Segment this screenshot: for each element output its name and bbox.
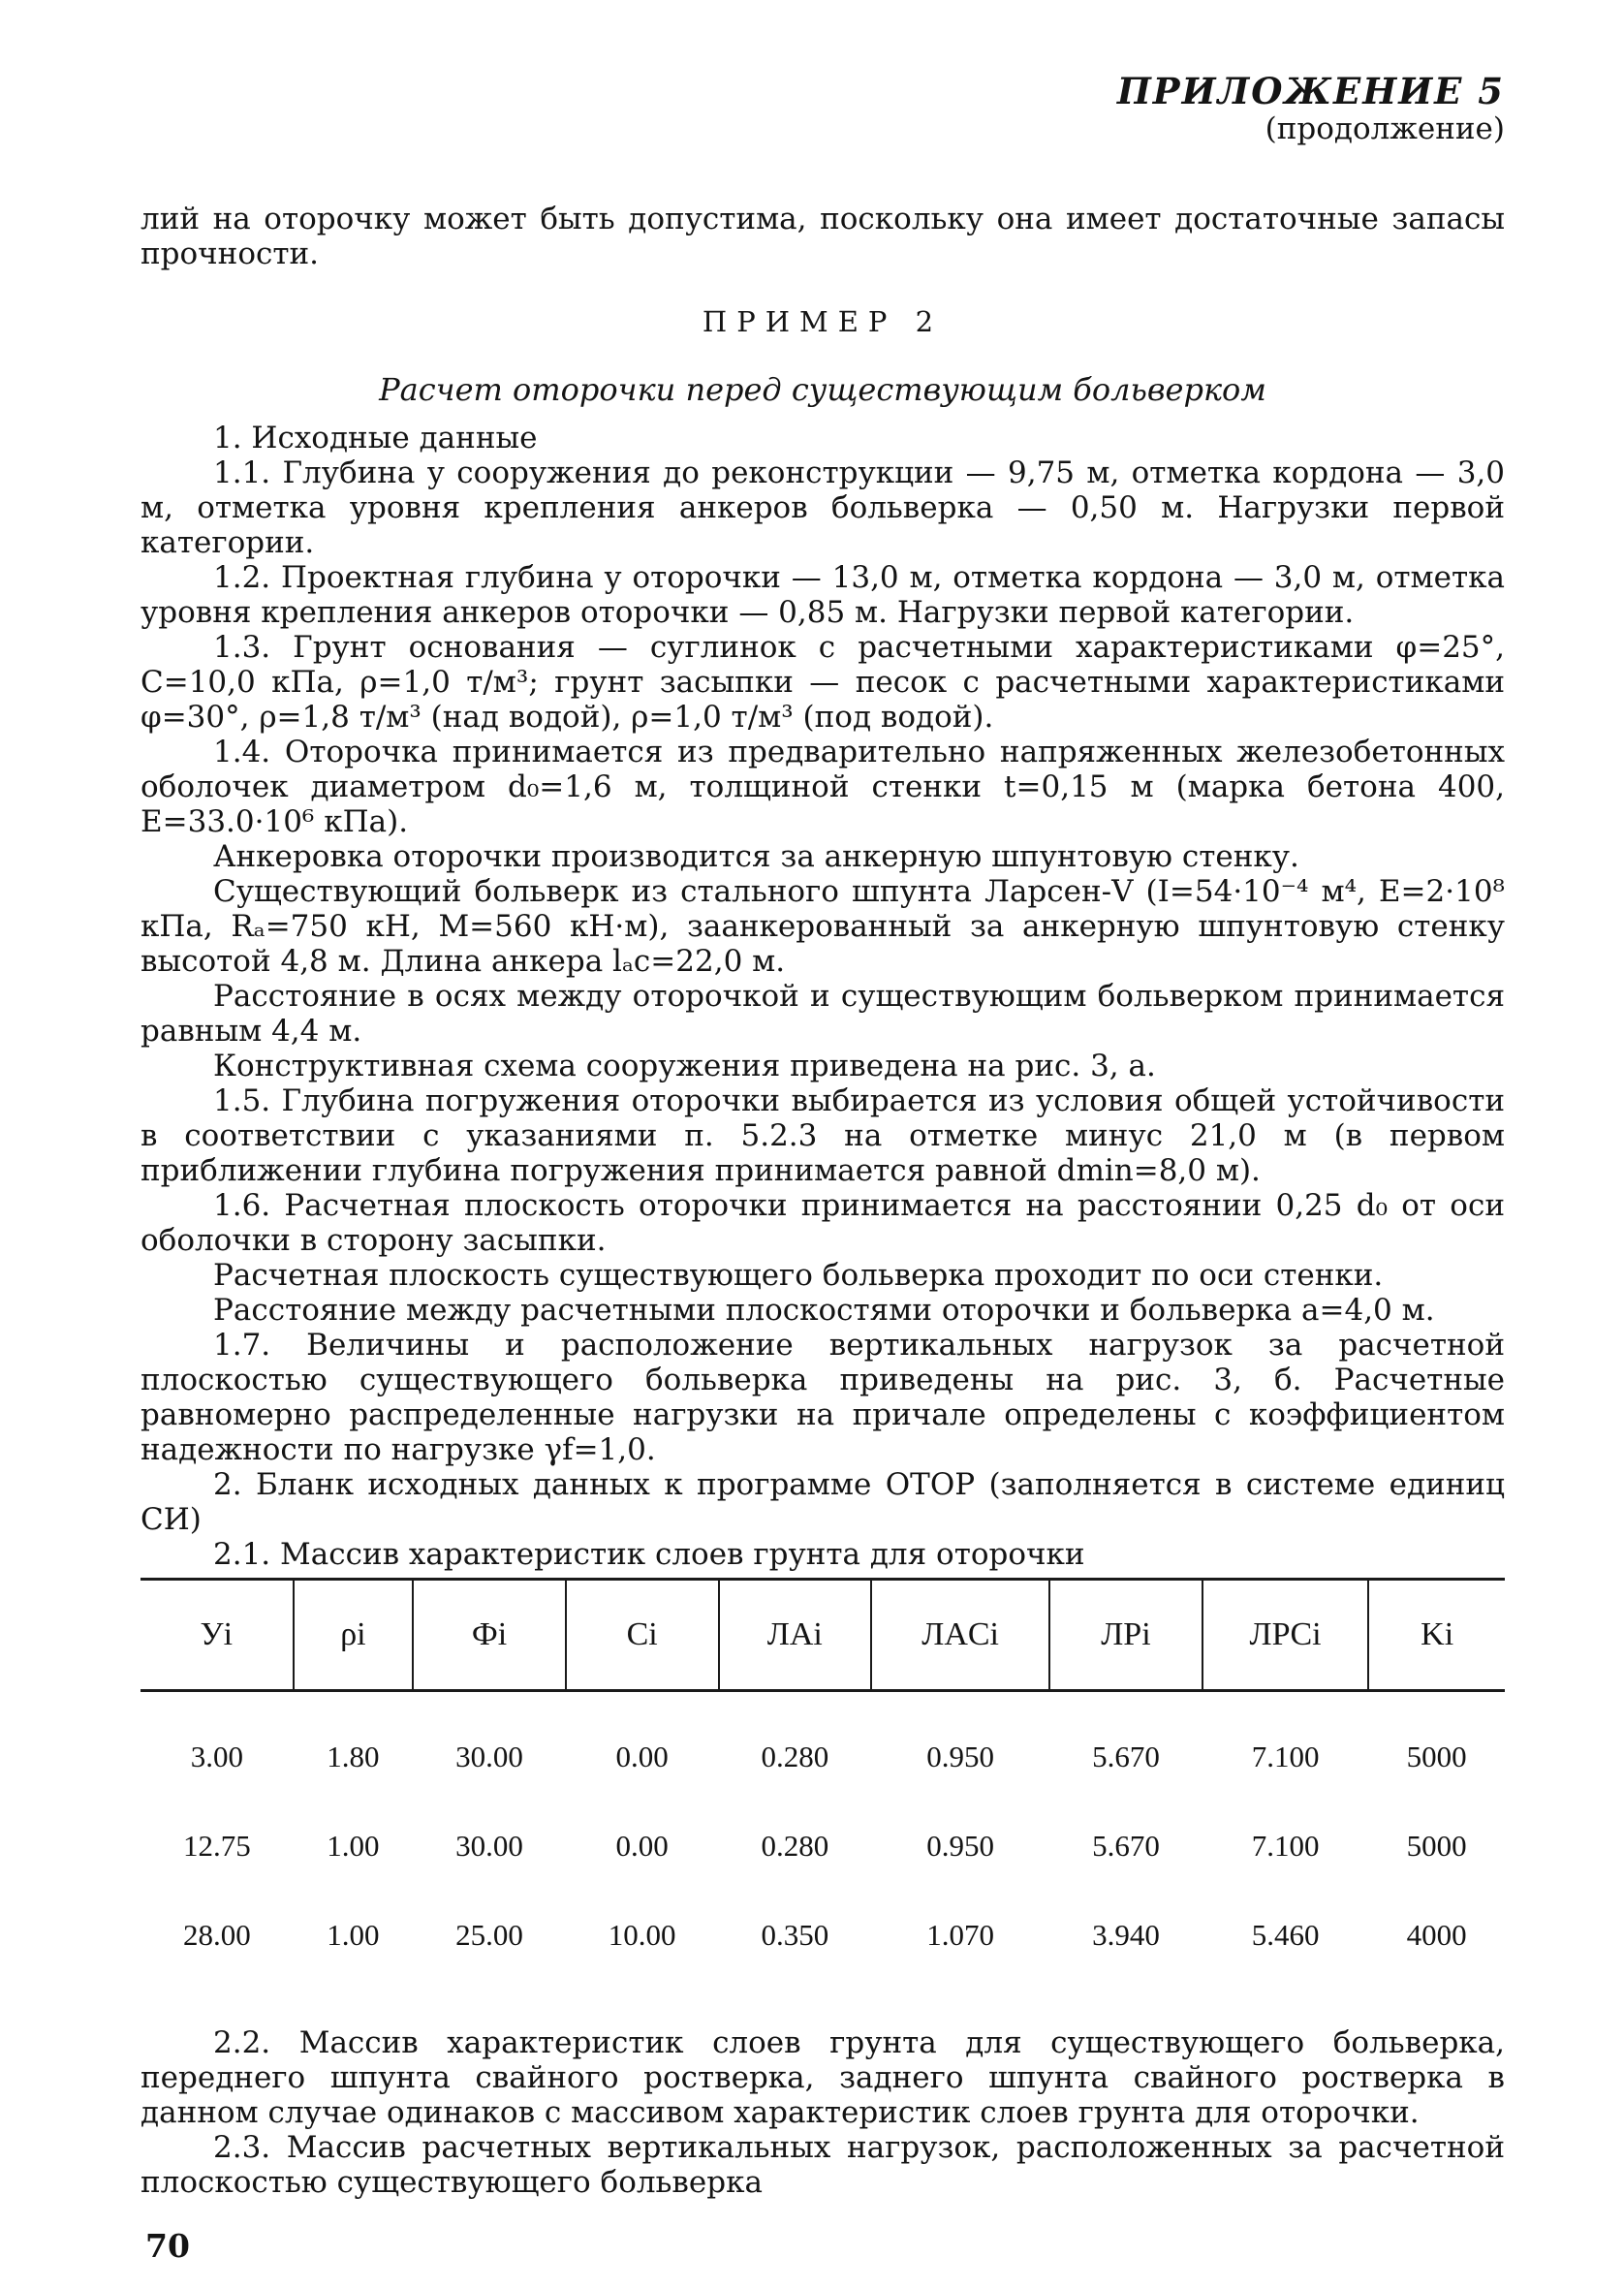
column-header: ЛPi (1049, 1580, 1202, 1691)
paragraph: Конструктивная схема сооружения приведена на рис. 3, а. (213, 1049, 1156, 1083)
column-header: ЛACi (871, 1580, 1049, 1691)
column-header: Фi (413, 1580, 566, 1691)
table-cell: 3.940 (1092, 1918, 1160, 1952)
paragraph: 2.1. Массив характеристик слоев грунта для оторочки (213, 1537, 1085, 1572)
table-cell: 1.00 (327, 1918, 380, 1952)
column-header: ρi (294, 1580, 414, 1691)
table-header-row (141, 1580, 1505, 1691)
soil-layers-table-wrap (141, 1578, 1505, 1980)
column-header: Ci (566, 1580, 719, 1691)
table-cell: 5000 (1406, 1829, 1467, 1863)
intro-paragraph: лий на оторочку может быть допустима, поскольку она имеет достаточные запасы прочности. (141, 202, 1505, 271)
paragraph: 2.2. Массив характеристик слоев грунта для существующего больверка, переднего шпунта свайного ростверка, заднего шпунта свайного ростверка в данном случае одинаков с массивом характеристик слоев грунта для оторочки. (141, 2025, 1505, 2130)
soil-layers-table (141, 1578, 1505, 1980)
after-table-text (141, 2025, 1505, 2200)
table-cell: 7.100 (1251, 1829, 1320, 1863)
table-cell: 0.280 (761, 1740, 829, 1773)
paragraph: 1.6. Расчетная плоскость оторочки принимается на расстоянии 0,25 d₀ от оси оболочки в сторону засыпки. (141, 1188, 1505, 1258)
column-header: Ki (1368, 1580, 1505, 1691)
table-cell: 5.670 (1092, 1740, 1160, 1773)
paragraph: Существующий больверк из стального шпунта Ларсен-V (I=54·10⁻⁴ м⁴, E=2·10⁸ кПа, Rₐ=750 кН, M=560 кН·м), заанкерованный за анкерную шпунтовую стенку высотой 4,8 м. Длина анкера lₐc=22,0 м. (141, 874, 1505, 979)
paragraph: Расстояние в осях между оторочкой и существующим больверком принимается равным 4,4 м. (141, 979, 1505, 1049)
paragraph: 1.4. Оторочка принимается из предварительно напряженных железобетонных оболочек диаметром d₀=1,6 м, толщиной стенки t=0,15 м (марка бетона 400, E=33.0·10⁶ кПа). (141, 735, 1505, 839)
appendix-continuation: (продолжение) (1265, 111, 1505, 146)
table-cell: 30.00 (455, 1829, 523, 1863)
table-cell: 7.100 (1251, 1740, 1320, 1773)
table-cell: 3.00 (190, 1740, 243, 1773)
column-header: ЛAi (719, 1580, 872, 1691)
table-cell: 0.00 (615, 1829, 669, 1863)
paragraph: 1.3. Грунт основания — суглинок с расчетными характеристиками φ=25°, C=10,0 кПа, ρ=1,0 т/м³; грунт засыпки — песок с расчетными характеристиками φ=30°, ρ=1,8 т/м³ (над водой), ρ=1,0 т/м³ (под водой). (141, 630, 1505, 735)
table-cell: 10.00 (608, 1918, 676, 1952)
table-cell: 5.460 (1251, 1918, 1320, 1952)
example-title: ПРИМЕР 2 (702, 305, 944, 338)
table-cell: 1.00 (327, 1829, 380, 1863)
paragraph: 1. Исходные данные (213, 421, 538, 455)
table-cell: 30.00 (455, 1740, 523, 1773)
table-cell: 28.00 (182, 1918, 251, 1952)
paragraph: 2. Бланк исходных данных к программе ОТОР (заполняется в системе единиц СИ) (141, 1467, 1505, 1537)
table-cell: 4000 (1406, 1918, 1467, 1952)
table-row (141, 1802, 1505, 1891)
table-row (141, 1691, 1505, 1803)
table-cell: 1.80 (327, 1740, 380, 1773)
column-header: ЛPCi (1202, 1580, 1369, 1691)
paragraph: 2.3. Массив расчетных вертикальных нагрузок, расположенных за расчетной плоскостью существующего больверка (141, 2130, 1505, 2200)
table-cell: 25.00 (455, 1918, 523, 1952)
table-row (141, 1891, 1505, 1980)
table-cell: 0.350 (761, 1918, 829, 1952)
table-cell: 0.280 (761, 1829, 829, 1863)
paragraph: 1.7. Величины и расположение вертикальных нагрузок за расчетной плоскостью существующего больверка приведены на рис. 3, б. Расчетные равномерно распределенные нагрузки на причале определены с коэффициентом надежности по нагрузке γf=1,0. (141, 1328, 1505, 1467)
body-text (141, 202, 1505, 1572)
paragraph: 1.1. Глубина у сооружения до реконструкции — 9,75 м, отметка кордона — 3,0 м, отметка уровня крепления анкеров больверка — 0,50 м. Нагрузки первой категории. (141, 455, 1505, 560)
table-cell: 12.75 (182, 1829, 251, 1863)
section-subtitle: Расчет оторочки перед существующим больверком (379, 371, 1266, 408)
table-cell: 0.950 (926, 1829, 995, 1863)
paragraph: Расчетная плоскость существующего больверка проходит по оси стенки. (213, 1258, 1384, 1293)
appendix-title: ПРИЛОЖЕНИЕ 5 (1116, 70, 1505, 112)
table-cell: 0.950 (926, 1740, 995, 1773)
table-cell: 1.070 (926, 1918, 995, 1952)
paragraph: 1.2. Проектная глубина у оторочки — 13,0 м, отметка кордона — 3,0 м, отметка уровня крепления анкеров оторочки — 0,85 м. Нагрузки первой категории. (141, 560, 1505, 630)
table-cell: 5000 (1406, 1740, 1467, 1773)
table-cell: 5.670 (1092, 1829, 1160, 1863)
column-header: Уi (141, 1580, 294, 1691)
paragraph: 1.5. Глубина погружения оторочки выбирается из условия общей устойчивости в соответствии с указаниями п. 5.2.3 на отметке минус 21,0 м (в первом приближении глубина погружения принимается равной dmin=8,0 м). (141, 1083, 1505, 1188)
paragraph: Расстояние между расчетными плоскостями оторочки и больверка a=4,0 м. (213, 1293, 1435, 1328)
table-cell: 0.00 (615, 1740, 669, 1773)
paragraph: Анкеровка оторочки производится за анкерную шпунтовую стенку. (213, 839, 1299, 874)
page-number: 70 (145, 2227, 190, 2265)
